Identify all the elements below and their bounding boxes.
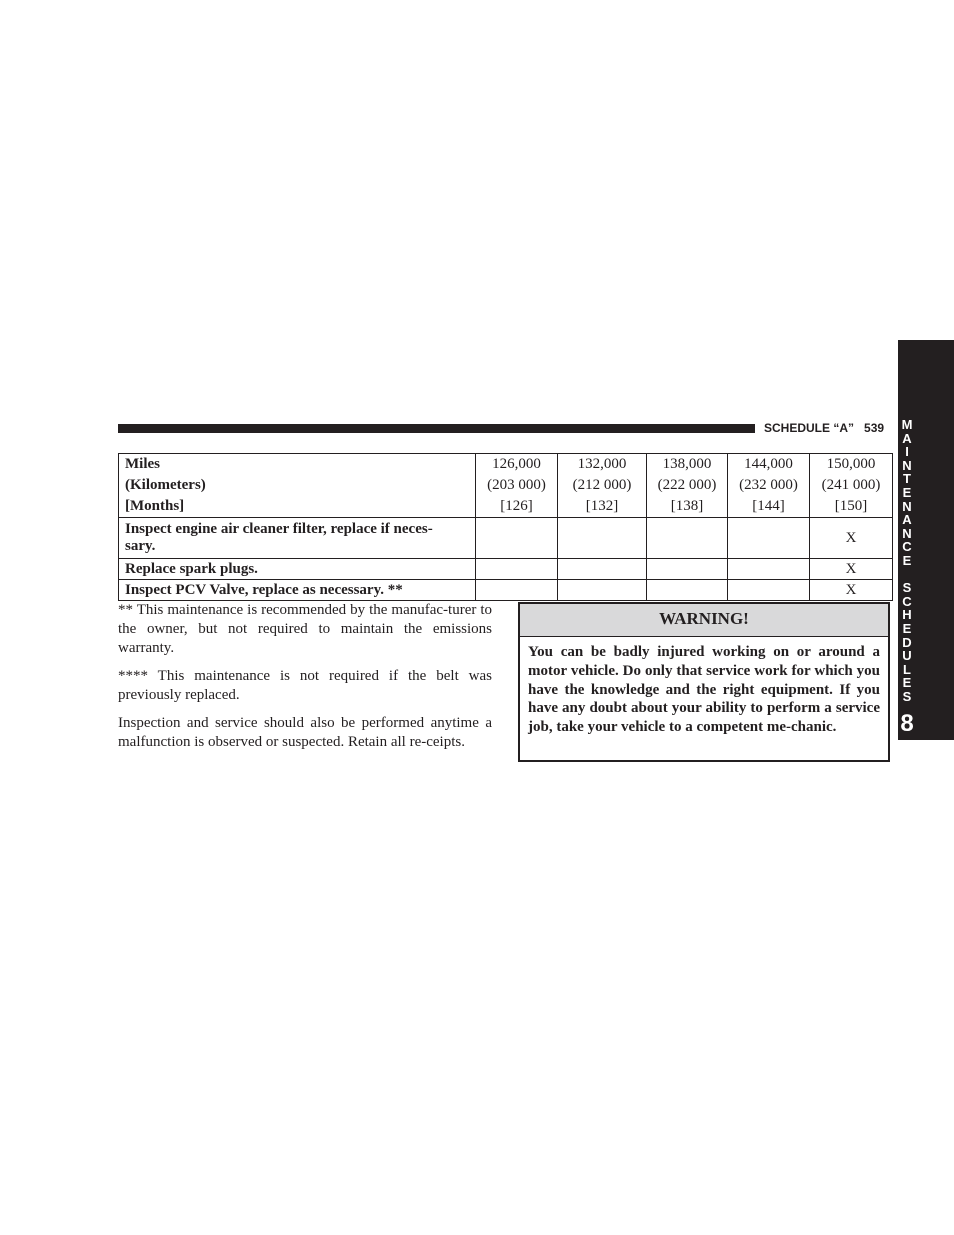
interval-miles: 132,000 xyxy=(577,456,627,472)
tab-letter: C xyxy=(902,593,912,609)
table-row xyxy=(119,580,893,601)
tab-letter: N xyxy=(902,457,912,473)
header-months-label: [Months] xyxy=(125,498,185,514)
inspection-note: Inspection and service should also be performed anytime a malfunction is observed or suspected. Retain all re-ceipts. xyxy=(118,715,492,750)
header-label-cell xyxy=(119,454,476,518)
service-mark-cell xyxy=(476,580,558,601)
interval-column-header xyxy=(476,454,558,518)
tab-letter: C xyxy=(902,539,912,555)
service-mark-cell xyxy=(647,518,728,559)
tab-letter: T xyxy=(903,471,911,487)
tab-letter: D xyxy=(902,634,912,650)
footnote-belt: **** This maintenance is not required if the belt was previously replaced. xyxy=(118,668,492,703)
tab-letter: N xyxy=(902,498,912,514)
task-label-cell: Replace spark plugs. xyxy=(119,559,476,580)
interval-miles: 150,000 xyxy=(826,456,876,472)
interval-months: [144] xyxy=(752,498,785,514)
warning-text: You can be badly injured working on or around a motor vehicle. Do only that service work for which you have the knowledge and the right equipment. If you have any doubt about your ability to perform a service job, take your vehicle to a competent me-chanic. xyxy=(528,644,880,736)
interval-km: (212 000) xyxy=(572,477,632,493)
tab-letter: U xyxy=(902,648,912,664)
header-km-label: (Kilometers) xyxy=(125,477,206,493)
chapter-tab xyxy=(898,340,954,740)
interval-miles: 126,000 xyxy=(492,456,541,472)
service-mark-cell: X xyxy=(810,518,893,559)
task-label-line: Inspect engine air cleaner filter, replace if neces- xyxy=(125,521,433,537)
interval-km: (203 000) xyxy=(487,477,546,493)
tab-letter: A xyxy=(902,512,912,528)
table-row xyxy=(119,559,893,580)
service-mark-cell xyxy=(558,518,647,559)
tab-letter: L xyxy=(903,661,911,677)
interval-miles: 144,000 xyxy=(744,456,793,472)
tab-letter: S xyxy=(902,580,912,596)
tab-letter: E xyxy=(902,675,912,691)
table-row xyxy=(119,518,893,559)
tab-letter: M xyxy=(901,417,913,432)
interval-months: [150] xyxy=(834,498,868,514)
service-mark-cell: X xyxy=(810,580,893,601)
task-label-line: sary. xyxy=(125,538,156,554)
table-header-row xyxy=(119,454,893,518)
tab-letter: N xyxy=(902,525,912,541)
service-mark-cell xyxy=(476,559,558,580)
interval-km: (232 000) xyxy=(739,477,798,493)
interval-km: (222 000) xyxy=(657,477,717,493)
interval-months: [138] xyxy=(670,498,704,514)
interval-column-header xyxy=(647,454,728,518)
footnotes xyxy=(118,601,492,761)
tab-letter: H xyxy=(902,607,912,623)
tab-letter: S xyxy=(902,688,912,704)
task-label-cell: Inspect PCV Valve, replace as necessary. ** xyxy=(119,580,476,601)
header-miles-label: Miles xyxy=(125,456,160,472)
tab-letter: I xyxy=(905,444,909,460)
running-header xyxy=(764,420,884,436)
chapter-number: 8 xyxy=(900,710,914,737)
interval-column-header xyxy=(558,454,647,518)
interval-miles: 138,000 xyxy=(662,456,712,472)
tab-letter: A xyxy=(902,430,912,446)
section-title: SCHEDULE “A” xyxy=(764,421,855,435)
interval-column-header xyxy=(810,454,893,518)
header-rule xyxy=(118,424,755,433)
interval-months: [126] xyxy=(500,498,533,514)
interval-column-header xyxy=(728,454,810,518)
tab-letter: E xyxy=(902,620,912,636)
service-mark-cell xyxy=(728,559,810,580)
interval-months: [132] xyxy=(585,498,619,514)
interval-km: (241 000) xyxy=(821,477,881,493)
maintenance-schedule-table xyxy=(118,453,893,601)
service-mark-cell xyxy=(728,518,810,559)
task-label-cell xyxy=(119,518,476,559)
service-mark-cell xyxy=(558,559,647,580)
service-mark-cell xyxy=(647,580,728,601)
service-mark-cell xyxy=(728,580,810,601)
footnote-manufacturer: ** This maintenance is recommended by the manufac-turer to the owner, but not required to maintain the emissions warranty. xyxy=(118,602,492,656)
chapter-tab-letters xyxy=(898,418,916,703)
warning-title: WARNING! xyxy=(520,604,888,637)
service-mark-cell xyxy=(476,518,558,559)
service-mark-cell xyxy=(558,580,647,601)
service-mark-cell xyxy=(647,559,728,580)
tab-letter: E xyxy=(902,484,912,500)
tab-letter: E xyxy=(902,552,912,568)
page-number: 539 xyxy=(864,421,885,435)
service-mark-cell: X xyxy=(810,559,893,580)
warning-box xyxy=(518,602,890,762)
